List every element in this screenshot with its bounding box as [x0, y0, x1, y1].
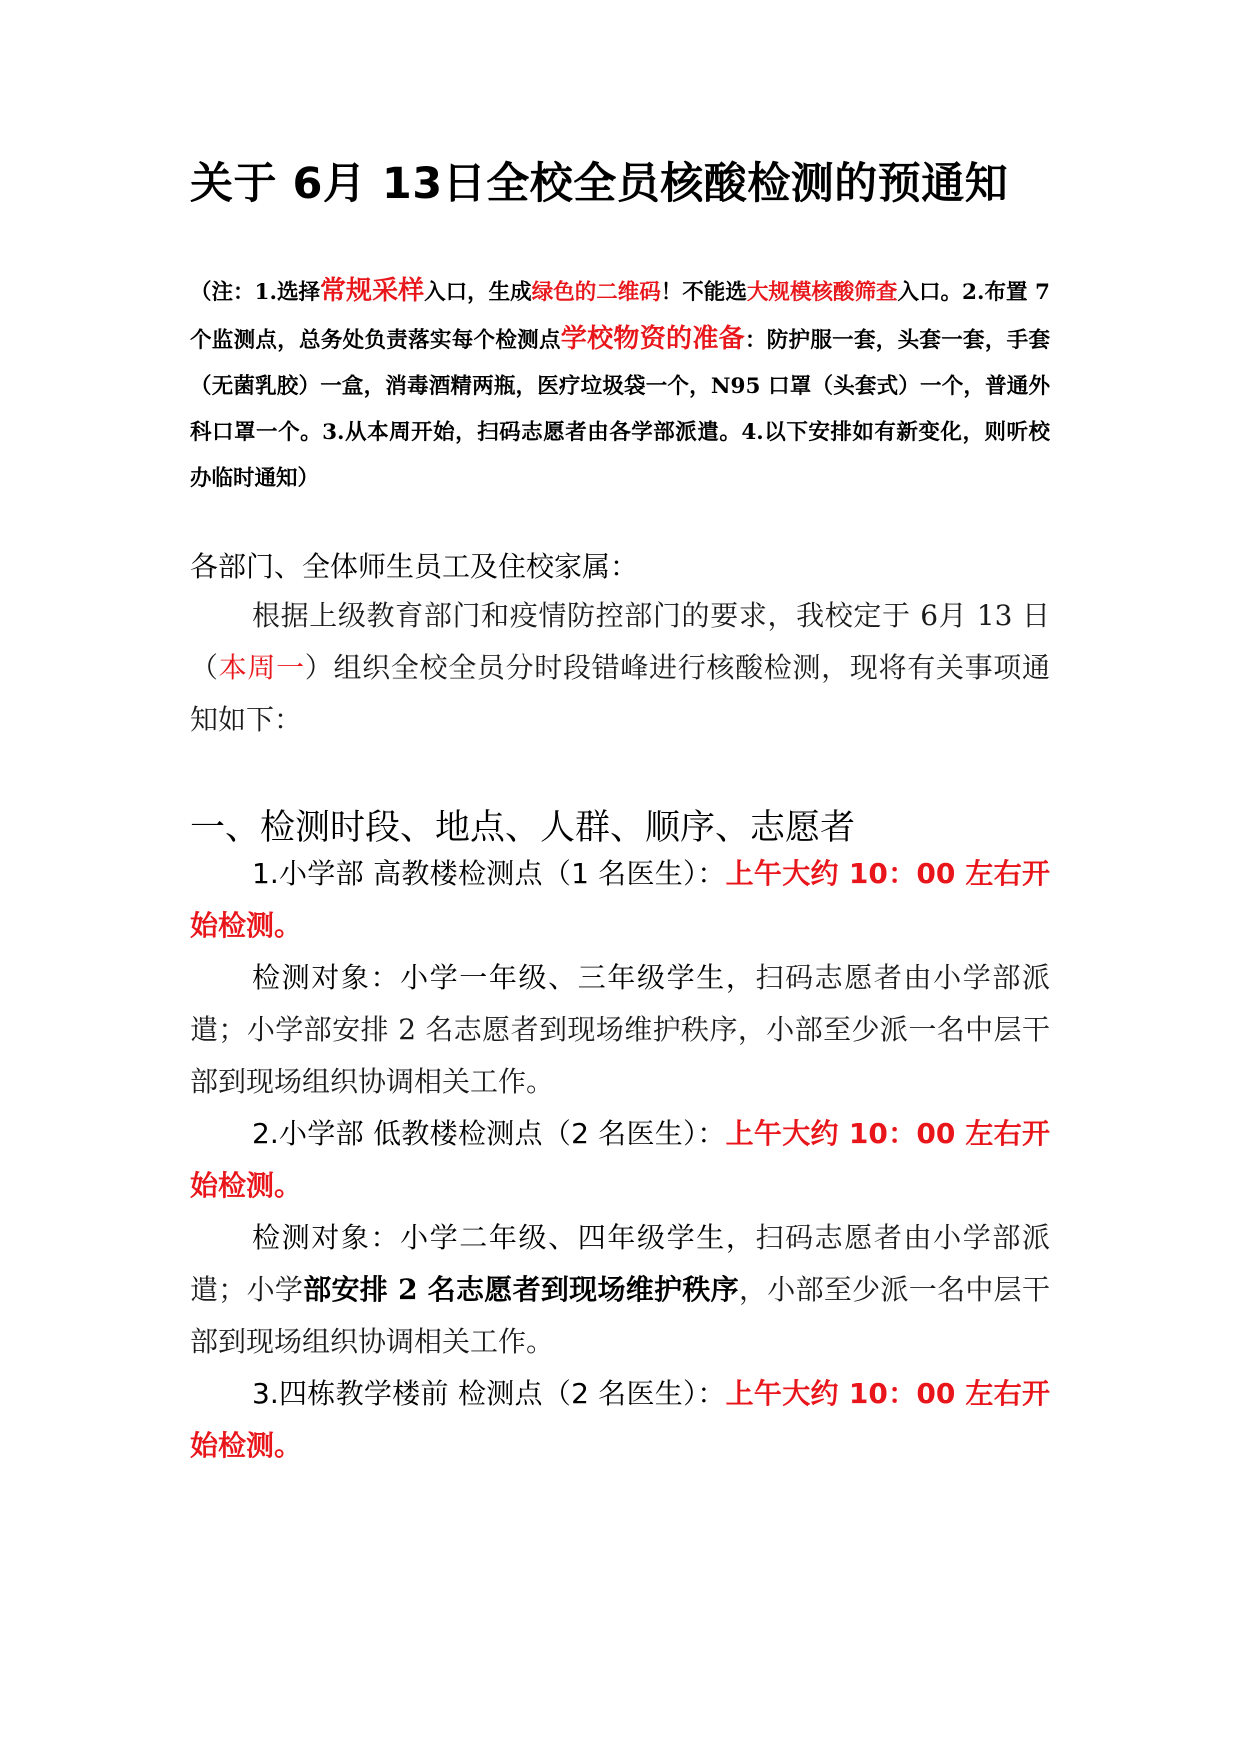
note-highlight: 绿色的二维码 — [531, 280, 661, 305]
note-text: ：防护服一套，头套一套，手套（无菌乳胶）一盒，消毒酒精两瓶，医疗垃圾袋一个，N95 口罩（头套式）一个，普通外科口罩一个。3.从本周开始，扫码志愿者由各学部派遣。4.以下安排如有新变化，则听校办临时通知） — [190, 328, 1050, 491]
intro-text: 根据上级教育部门和疫情防控部门的要求，我校定于 6月 13 日（ — [190, 599, 1050, 684]
note-text: （注：1.选择 — [190, 280, 321, 305]
site-item — [190, 1108, 1050, 1212]
note-text: 入口，生成 — [424, 280, 532, 305]
site-label: 3.四栋教学楼前 检测点（2 名医生）： — [252, 1377, 726, 1410]
target-text: ，小部至少派一名中层干部到现场组织协调相关工作。 — [190, 1273, 1050, 1358]
note-text: 入口。2.布置 7 个监测点，总务处负责落实每个检测点 — [190, 280, 1050, 353]
target-bold-text: 部安排 2 名志愿者到现场维护秩序 — [303, 1273, 739, 1306]
page-title: 关于 6月 13日全校全员核酸检测的预通知 — [190, 159, 1009, 209]
site-time: 上午大约 10：00 左右开始检测。 — [190, 857, 1050, 942]
site-label: 2.小学部 低教楼检测点（2 名医生）： — [252, 1117, 726, 1150]
site-time: 上午大约 10：00 左右开始检测。 — [190, 1117, 1050, 1202]
intro-paragraph — [190, 590, 1050, 746]
note-highlight: 学校物资的准备 — [560, 324, 745, 354]
notice-note — [190, 268, 1050, 502]
intro-text: ）组织全校全员分时段错峰进行核酸检测，现将有关事项通知如下： — [190, 651, 1050, 736]
target-text: 扫码志愿者由小学部派遣；小学 — [190, 1221, 1050, 1306]
site-item — [190, 848, 1050, 952]
site-detail — [190, 952, 1050, 1108]
note-text: ！不能选 — [660, 280, 747, 305]
target-label: 检测对象：小学一年级、三年级学生， — [252, 961, 756, 994]
target-text: 扫码志愿者由小学部派遣；小学部安排 2 名志愿者到现场维护秩序，小部至少派一名中层干部到现场组织协调相关工作。 — [190, 961, 1050, 1098]
note-highlight: 大规模核酸筛查 — [746, 280, 898, 305]
site-detail — [190, 1212, 1050, 1368]
site-label: 1.小学部 高教楼检测点（1 名医生）： — [252, 857, 726, 890]
site-item — [190, 1368, 1050, 1472]
target-label: 检测对象：小学二年级、四年级学生， — [252, 1221, 756, 1254]
section-heading: 一、检测时段、地点、人群、顺序、志愿者 — [190, 808, 856, 848]
salutation: 各部门、全体师生员工及住校家属： — [190, 550, 639, 583]
note-highlight: 常规采样 — [320, 276, 425, 306]
intro-highlight: 本周一 — [218, 651, 305, 684]
site-time: 上午大约 10：00 左右开始检测。 — [190, 1377, 1050, 1462]
